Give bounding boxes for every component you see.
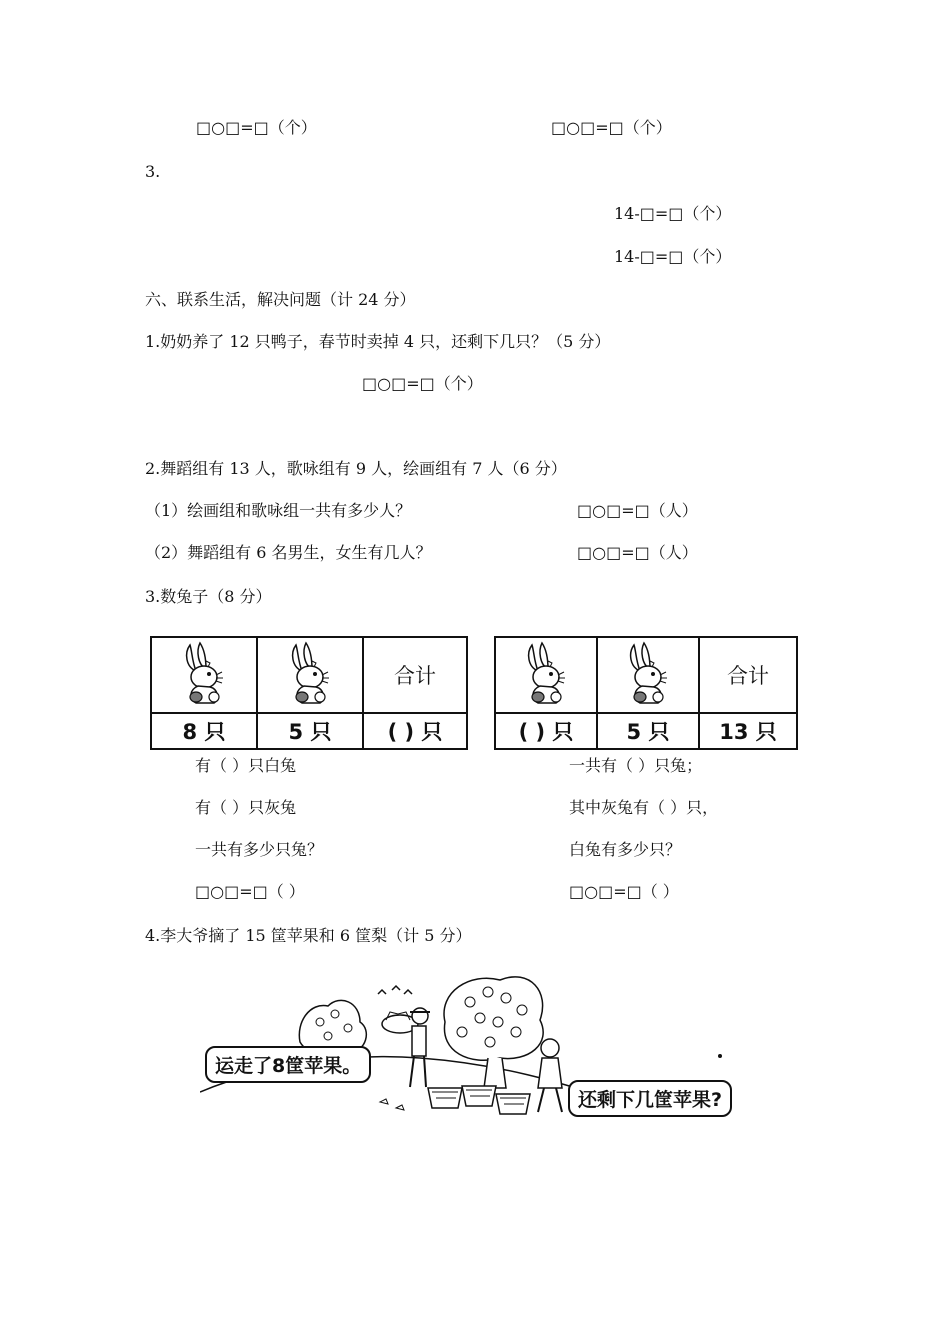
- left-line-1: 有（ ）只白兔: [195, 756, 297, 775]
- table-cell: 13 只: [699, 713, 797, 749]
- top-equation-right: □○□=□（个）: [551, 118, 672, 137]
- table-cell: ( ) 只: [495, 713, 597, 749]
- table-cell: 8 只: [151, 713, 257, 749]
- table-cell: ( ) 只: [363, 713, 467, 749]
- left-line-3: 一共有多少只兔？: [195, 840, 324, 859]
- rabbit-table-right: [494, 636, 798, 750]
- child-icon: [538, 1039, 562, 1112]
- rabbit-table-left: [150, 636, 468, 750]
- right-line-4: □○□=□（ ）: [569, 882, 679, 901]
- problem-2-question-1: （1）绘画组和歌咏组一共有多少人？: [145, 501, 412, 520]
- q3-equation-2: 14-□=□（个）: [614, 247, 732, 266]
- table-cell: 5 只: [257, 713, 363, 749]
- rabbit-icon: [257, 637, 363, 713]
- rabbit-icon: [597, 637, 699, 713]
- problem-1-equation: □○□=□（个）: [362, 374, 483, 393]
- problem-4-text: 4.李大爷摘了 15 筐苹果和 6 筐梨（计 5 分）: [145, 926, 472, 945]
- problem-2-text: 2.舞蹈组有 13 人，歌咏组有 9 人，绘画组有 7 人（6 分）: [145, 459, 567, 478]
- problem-3-text: 3.数兔子（8 分）: [145, 587, 272, 606]
- rabbit-icon: [495, 637, 597, 713]
- speech-bubble-left: 运走了8筐苹果。: [205, 1046, 371, 1083]
- problem-2-equation-1: □○□=□（人）: [577, 501, 698, 520]
- table-header-total: 合计: [699, 637, 797, 713]
- right-line-2: 其中灰兔有（ ）只，: [569, 798, 719, 817]
- q3-equation-1: 14-□=□（个）: [614, 204, 732, 223]
- right-line-3: 白兔有多少只？: [569, 840, 682, 859]
- question-3-number: 3.: [145, 162, 161, 181]
- problem-2-question-2: （2）舞蹈组有 6 名男生，女生有几人？: [145, 543, 432, 562]
- speech-bubble-right: 还剩下几筐苹果?: [568, 1080, 732, 1117]
- top-equation-left: □○□=□（个）: [196, 118, 317, 137]
- table-cell: 5 只: [597, 713, 699, 749]
- table-header-total: 合计: [363, 637, 467, 713]
- left-line-4: □○□=□（ ）: [195, 882, 305, 901]
- farmer-icon: [382, 1008, 430, 1087]
- problem-2-equation-2: □○□=□（人）: [577, 543, 698, 562]
- left-line-2: 有（ ）只灰兔: [195, 798, 297, 817]
- basket-icon: [428, 1086, 530, 1114]
- problem-1-text: 1.奶奶养了 12 只鸭子，春节时卖掉 4 只，还剩下几只？（5 分）: [145, 332, 611, 351]
- apple-tree-icon: [444, 977, 543, 1088]
- rabbit-icon: [151, 637, 257, 713]
- right-line-1: 一共有（ ）只兔；: [569, 756, 703, 775]
- section-6-title: 六、联系生活，解决问题（计 24 分）: [145, 290, 416, 309]
